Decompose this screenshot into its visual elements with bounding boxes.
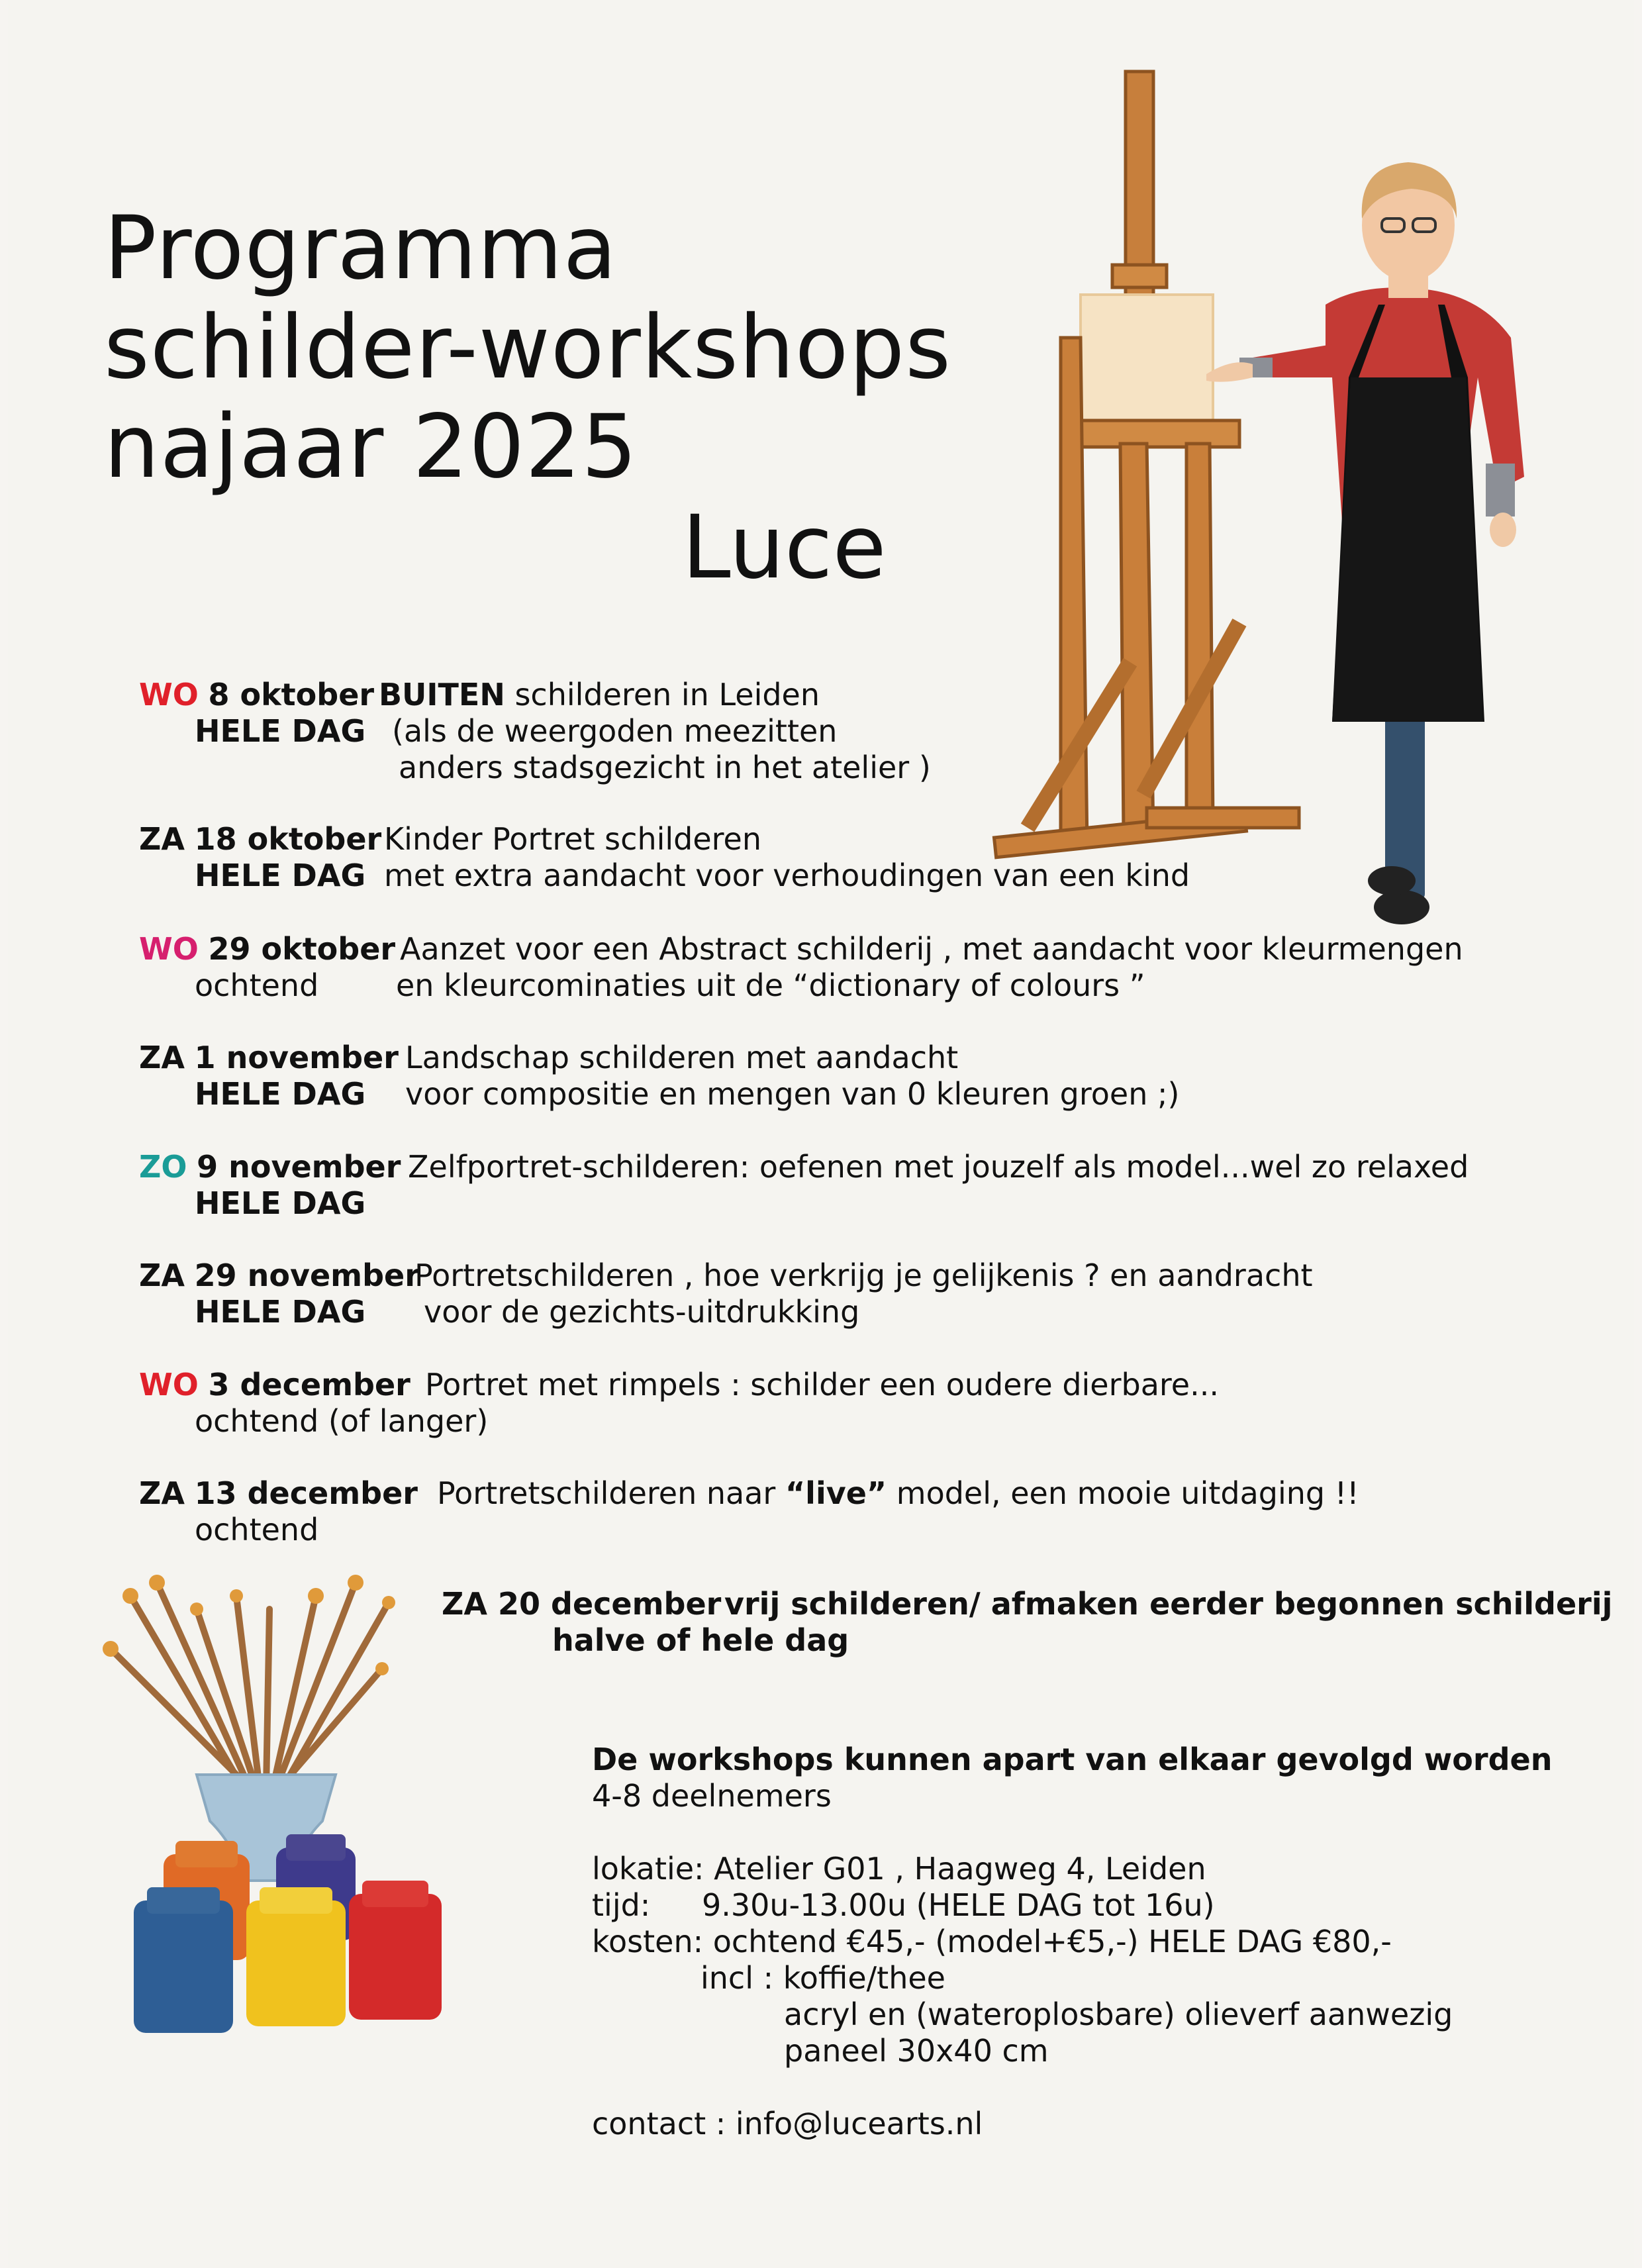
schedule-item-7: [139, 1367, 410, 1403]
desc-bold: “live”: [785, 1475, 887, 1511]
easel-painter-illustration: [988, 66, 1544, 927]
date-label: 29 november: [194, 1257, 420, 1293]
info-time-label: tijd:: [592, 1887, 651, 1923]
desc-bold: BUITEN: [379, 677, 505, 713]
day-label: ZA: [139, 1040, 185, 1075]
schedule-item-5: [139, 1149, 401, 1185]
day-label: ZA: [139, 1475, 185, 1511]
day-label: ZA: [139, 1257, 185, 1293]
desc: [437, 1475, 1359, 1512]
day-label: WO: [139, 677, 199, 713]
desc-line-2: voor de gezichts-uitdrukking: [424, 1294, 860, 1330]
duration-label: ochtend: [195, 967, 319, 1003]
duration-label: ochtend: [195, 1512, 319, 1548]
date-label: 13 december: [194, 1475, 418, 1511]
title-line-2: schilder-workshops: [104, 297, 951, 399]
date-label: 8 oktober: [208, 677, 375, 713]
duration-label: HELE DAG: [195, 1185, 366, 1221]
desc: Landschap schilderen met aandacht: [405, 1040, 959, 1075]
duration-label: HELE DAG: [195, 858, 366, 893]
desc: Portret met rimpels : schilder een oudere dierbare...: [425, 1367, 1219, 1403]
day-label: WO: [139, 1367, 199, 1403]
schedule-item-9: [442, 1586, 721, 1622]
schedule-item-4: [139, 1040, 399, 1076]
date-label: 3 december: [208, 1367, 410, 1403]
date-label: 29 oktober: [208, 931, 396, 967]
info-location: lokatie: Atelier G01 , Haagweg 4, Leiden: [592, 1851, 1206, 1887]
author-name: Luce: [682, 497, 887, 599]
date-label: 1 november: [194, 1040, 399, 1075]
poster-title: [104, 199, 951, 497]
desc: Portretschilderen , hoe verkrijg je gelijkenis ? en aandracht: [414, 1257, 1313, 1293]
desc: schilderen in Leiden: [505, 677, 820, 713]
info-costs: kosten: ochtend €45,- (model+€5,-) HELE DAG €80,-: [592, 1924, 1392, 1959]
schedule-item-8: [139, 1475, 418, 1512]
date-label: 20 december: [497, 1586, 722, 1622]
desc-line-3: anders stadsgezicht in het atelier ): [399, 750, 931, 785]
desc-line-2: en kleurcominaties uit de “dictionary of colours ”: [396, 967, 1145, 1003]
schedule-item-1-desc: [379, 677, 820, 713]
desc: Zelfportret-schilderen: oefenen met jouzelf als model...wel zo relaxed: [408, 1149, 1469, 1185]
info-time: 9.30u-13.00u (HELE DAG tot 16u): [702, 1887, 1215, 1923]
day-label: ZA: [139, 821, 185, 857]
schedule-item-2: [139, 821, 381, 858]
desc-line-2: voor compositie en mengen van 0 kleuren groen ;): [405, 1076, 1180, 1112]
duration-label: HELE DAG: [195, 1076, 366, 1112]
duration-label: ochtend (of langer): [195, 1403, 489, 1439]
title-line-1: Programma: [104, 197, 618, 299]
desc: Aanzet voor een Abstract schilderij , met aandacht voor kleurmengen: [400, 931, 1463, 967]
desc-post: model, een mooie uitdaging !!: [887, 1475, 1359, 1511]
info-incl-3: paneel 30x40 cm: [784, 2033, 1049, 2069]
desc-line-2: (als de weergoden meezitten: [392, 713, 838, 749]
info-incl-2: acryl en (wateroplosbare) olieverf aanwezig: [784, 1997, 1453, 2032]
date-label: 18 oktober: [194, 821, 382, 857]
info-contact: contact : info@lucearts.nl: [592, 2106, 983, 2142]
poster: [8, 0, 1634, 2268]
day-label: ZA: [442, 1586, 487, 1622]
duration-label: HELE DAG: [195, 713, 366, 749]
day-label: WO: [139, 931, 199, 967]
desc-line-2: met extra aandacht voor verhoudingen van een kind: [384, 858, 1190, 893]
info-headline: De workshops kunnen apart van elkaar gevolgd worden: [592, 1742, 1553, 1777]
schedule-item-1: [139, 677, 374, 713]
info-incl: incl : koffie/thee: [700, 1960, 945, 1996]
duration-label: HELE DAG: [195, 1294, 366, 1330]
duration-label: halve of hele dag: [552, 1622, 849, 1658]
title-line-3: najaar 2025: [104, 396, 638, 498]
info-participants: 4-8 deelnemers: [592, 1778, 832, 1814]
schedule-item-3: [139, 931, 395, 967]
desc: Kinder Portret schilderen: [384, 821, 762, 857]
desc: vrij schilderen/ afmaken eerder begonnen schilderij: [724, 1586, 1613, 1622]
day-label: ZO: [139, 1149, 187, 1185]
brushes-paint-jars-illustration: [97, 1569, 468, 2046]
desc-pre: Portretschilderen naar: [437, 1475, 785, 1511]
schedule-item-6: [139, 1257, 420, 1294]
date-label: 9 november: [197, 1149, 401, 1185]
